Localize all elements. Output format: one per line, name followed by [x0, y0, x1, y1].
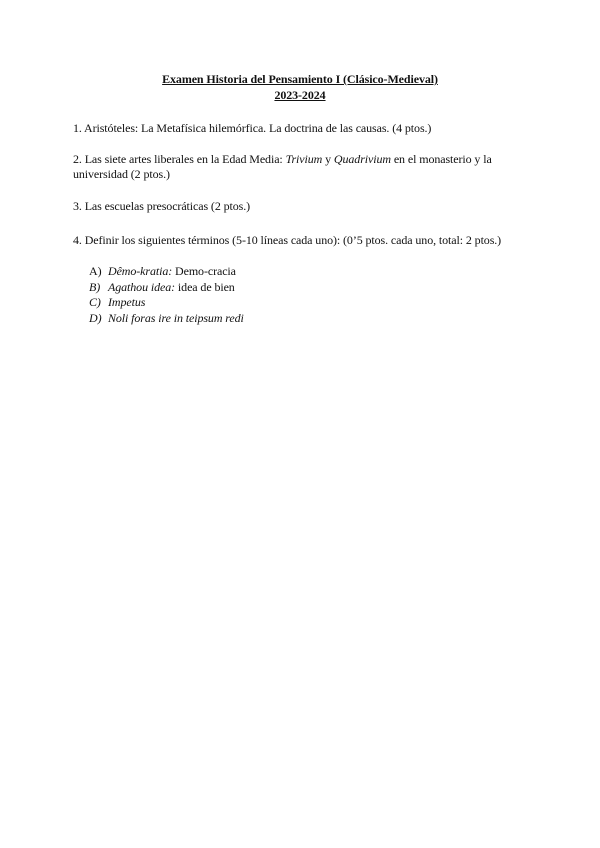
term-name: Dêmo-kratia: — [108, 264, 173, 278]
exam-title: Examen Historia del Pensamiento I (Clásico-Medieval) — [162, 72, 438, 86]
term-definition: idea de bien — [175, 279, 235, 294]
term-definition: Demo-cracia — [172, 264, 236, 278]
term-marker: B) — [89, 279, 101, 294]
question-3: 3. Las escuelas presocráticas (2 ptos.) — [73, 199, 251, 213]
question-2-term-trivium: Trivium — [285, 152, 323, 166]
term-name: Impetus — [108, 295, 146, 309]
term-marker: A) — [89, 264, 102, 278]
question-2 — [73, 152, 533, 182]
term-item-a — [89, 264, 244, 280]
question-2-prefix: 2. Las siete artes liberales en la Edad Media: — [73, 152, 286, 166]
question-1: 1. Aristóteles: La Metafísica hilemórfica. La doctrina de las causas. (4 ptos.) — [73, 121, 432, 135]
term-item-c — [89, 295, 244, 311]
term-name: Agathou idea: — [108, 279, 176, 294]
exam-year: 2023-2024 — [274, 88, 326, 102]
term-item-d — [89, 311, 244, 327]
question-2-suffix: en el monasterio y la universidad (2 ptos.) — [73, 152, 492, 181]
question-2-term-quadrivium: Quadrivium — [333, 152, 391, 166]
question-2-connector: y — [322, 152, 334, 166]
question-4: 4. Definir los siguientes términos (5-10 líneas cada uno): (0’5 ptos. cada uno, total: 2 ptos.) — [73, 233, 502, 247]
term-item-b — [89, 280, 244, 296]
term-marker: D) — [89, 310, 102, 325]
term-name: Noli foras ire in teipsum redi — [108, 310, 244, 325]
terms-list — [89, 264, 244, 326]
term-marker: C) — [89, 295, 101, 309]
